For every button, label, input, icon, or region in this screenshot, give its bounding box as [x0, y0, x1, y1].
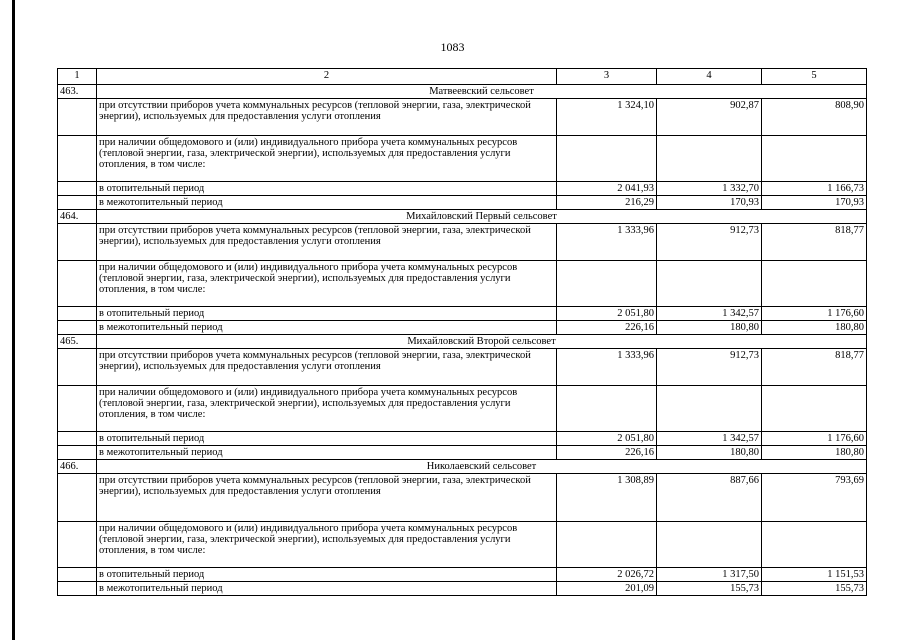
value-cell: 1 308,89 — [557, 474, 657, 522]
table-row — [58, 386, 867, 432]
row-label: при отсутствии приборов учета коммунальных ресурсов (тепловой энергии, газа, электрической энергии), используемых для предоставления услуги отопления — [97, 349, 557, 386]
tariff-table — [57, 68, 867, 596]
value-cell — [762, 522, 867, 568]
value-cell — [557, 522, 657, 568]
table-row — [58, 321, 867, 335]
value-cell — [657, 386, 762, 432]
value-cell: 912,73 — [657, 224, 762, 261]
table-row — [58, 261, 867, 307]
table-header-row — [58, 69, 867, 85]
value-cell: 226,16 — [557, 446, 657, 460]
value-cell — [657, 261, 762, 307]
district-number: 466. — [58, 460, 97, 474]
table-row — [58, 582, 867, 596]
table-row — [58, 568, 867, 582]
value-cell: 887,66 — [657, 474, 762, 522]
row-label: в межотопительный период — [97, 446, 557, 460]
row-label: в межотопительный период — [97, 321, 557, 335]
value-cell: 1 342,57 — [657, 432, 762, 446]
value-cell: 1 176,60 — [762, 432, 867, 446]
value-cell: 1 332,70 — [657, 182, 762, 196]
row-label: при отсутствии приборов учета коммунальных ресурсов (тепловой энергии, газа, электрической энергии), используемых для предоставления услуги отопления — [97, 99, 557, 136]
value-cell — [762, 261, 867, 307]
value-cell — [557, 261, 657, 307]
value-cell: 2 041,93 — [557, 182, 657, 196]
column-header: 1 — [58, 69, 97, 85]
district-number: 463. — [58, 85, 97, 99]
row-label: при наличии общедомового и (или) индивидуального прибора учета коммунальных ресурсов (тепловой энергии, газа, электрической энергии), используемых для предоставления услуги отопления, в том числе: — [97, 386, 557, 432]
table-row — [58, 136, 867, 182]
table-row — [58, 474, 867, 522]
column-header: 3 — [557, 69, 657, 85]
row-label: при отсутствии приборов учета коммунальных ресурсов (тепловой энергии, газа, электрической энергии), используемых для предоставления услуги отопления — [97, 224, 557, 261]
value-cell — [657, 136, 762, 182]
page-number: 1083 — [440, 40, 465, 54]
value-cell: 1 324,10 — [557, 99, 657, 136]
table-row — [58, 99, 867, 136]
value-cell: 155,73 — [762, 582, 867, 596]
row-label: в отопительный период — [97, 568, 557, 582]
value-cell: 1 333,96 — [557, 224, 657, 261]
value-cell: 793,69 — [762, 474, 867, 522]
value-cell: 1 333,96 — [557, 349, 657, 386]
value-cell: 902,87 — [657, 99, 762, 136]
table-row — [58, 432, 867, 446]
value-cell: 170,93 — [657, 196, 762, 210]
table-row — [58, 307, 867, 321]
row-label: при наличии общедомового и (или) индивидуального прибора учета коммунальных ресурсов (тепловой энергии, газа, электрической энергии), используемых для предоставления услуги отопления, в том числе: — [97, 261, 557, 307]
value-cell: 2 026,72 — [557, 568, 657, 582]
row-label: в отопительный период — [97, 307, 557, 321]
table-row — [58, 224, 867, 261]
district-name: Михайловский Второй сельсовет — [97, 335, 867, 349]
value-cell — [557, 136, 657, 182]
value-cell: 818,77 — [762, 349, 867, 386]
value-cell: 1 176,60 — [762, 307, 867, 321]
table-row — [58, 182, 867, 196]
value-cell — [762, 136, 867, 182]
value-cell: 2 051,80 — [557, 307, 657, 321]
table-row — [58, 522, 867, 568]
column-header: 2 — [97, 69, 557, 85]
row-label: при отсутствии приборов учета коммунальных ресурсов (тепловой энергии, газа, электрической энергии), используемых для предоставления услуги отопления — [97, 474, 557, 522]
table-row — [58, 446, 867, 460]
row-label: в отопительный период — [97, 182, 557, 196]
row-label: в отопительный период — [97, 432, 557, 446]
column-header: 5 — [762, 69, 867, 85]
value-cell: 180,80 — [762, 321, 867, 335]
page-edge-bar — [12, 0, 15, 640]
district-row — [58, 335, 867, 349]
value-cell: 1 342,57 — [657, 307, 762, 321]
table-row — [58, 196, 867, 210]
value-cell: 170,93 — [762, 196, 867, 210]
value-cell: 1 151,53 — [762, 568, 867, 582]
district-name: Матвеевский сельсовет — [97, 85, 867, 99]
value-cell: 216,29 — [557, 196, 657, 210]
value-cell — [557, 386, 657, 432]
value-cell: 1 166,73 — [762, 182, 867, 196]
row-label: при наличии общедомового и (или) индивидуального прибора учета коммунальных ресурсов (тепловой энергии, газа, электрической энергии), используемых для предоставления услуги отопления, в том числе: — [97, 136, 557, 182]
table-row — [58, 349, 867, 386]
value-cell: 155,73 — [657, 582, 762, 596]
value-cell: 1 317,50 — [657, 568, 762, 582]
column-header: 4 — [657, 69, 762, 85]
value-cell: 912,73 — [657, 349, 762, 386]
row-label: в межотопительный период — [97, 582, 557, 596]
value-cell: 226,16 — [557, 321, 657, 335]
row-label: в межотопительный период — [97, 196, 557, 210]
district-name: Николаевский сельсовет — [97, 460, 867, 474]
value-cell — [762, 386, 867, 432]
district-number: 465. — [58, 335, 97, 349]
district-name: Михайловский Первый сельсовет — [97, 210, 867, 224]
district-row — [58, 460, 867, 474]
value-cell: 180,80 — [657, 446, 762, 460]
value-cell: 808,90 — [762, 99, 867, 136]
district-row — [58, 210, 867, 224]
value-cell: 818,77 — [762, 224, 867, 261]
row-label: при наличии общедомового и (или) индивидуального прибора учета коммунальных ресурсов (тепловой энергии, газа, электрической энергии), используемых для предоставления услуги отопления, в том числе: — [97, 522, 557, 568]
district-number: 464. — [58, 210, 97, 224]
value-cell: 180,80 — [762, 446, 867, 460]
district-row — [58, 85, 867, 99]
value-cell: 180,80 — [657, 321, 762, 335]
value-cell: 201,09 — [557, 582, 657, 596]
value-cell: 2 051,80 — [557, 432, 657, 446]
value-cell — [657, 522, 762, 568]
